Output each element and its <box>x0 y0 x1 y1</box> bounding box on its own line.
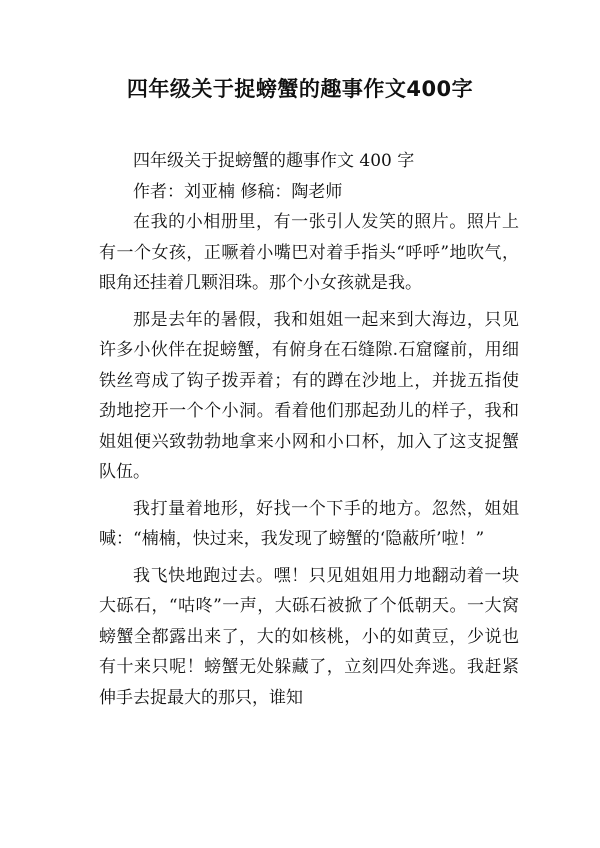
document-title: 四年级关于捉螃蟹的趣事作文400字 <box>126 77 474 101</box>
document-body <box>99 146 519 719</box>
paragraph-3: 我打量着地形，好找一个下手的地方。忽然，姐姐喊：“楠楠，快过来，我发现了螃蟹的‘隐蔽所’啦！” <box>99 498 519 549</box>
paragraph-2: 那是去年的暑假，我和姐姐一起来到大海边，只见许多小伙伴在捉螃蟹，有俯身在石缝隙.石窟窿前，用细铁丝弯成了钩子拨弄着；有的蹲在沙地上，并拢五指使劲地挖开一个个小洞。看着他们那起劲儿的样子，我和姐姐便兴致勃勃地拿来小网和小口杯，加入了这支捉蟹队伍。 <box>99 309 519 482</box>
paragraph-1: 在我的小相册里，有一张引人发笑的照片。照片上有一个女孩，正噘着小嘴巴对着手指头“呼呼”地吹气，眼角还挂着几颗泪珠。那个小女孩就是我。 <box>99 212 519 293</box>
paragraph-4: 我飞快地跑过去。嘿！只见姐姐用力地翻动着一块大砾石，“咕咚”一声，大砾石被掀了个低朝天。一大窝螃蟹全都露出来了，大的如核桃，小的如黄豆，少说也有十来只呢！螃蟹无处躲藏了，立刻四处奔逃。我赶紧伸手去捉最大的那只，谁知 <box>99 565 519 708</box>
article-subtitle: 四年级关于捉螃蟹的趣事作文 400 字 <box>133 151 415 171</box>
author-line: 作者：刘亚楠 修稿：陶老师 <box>133 181 343 202</box>
